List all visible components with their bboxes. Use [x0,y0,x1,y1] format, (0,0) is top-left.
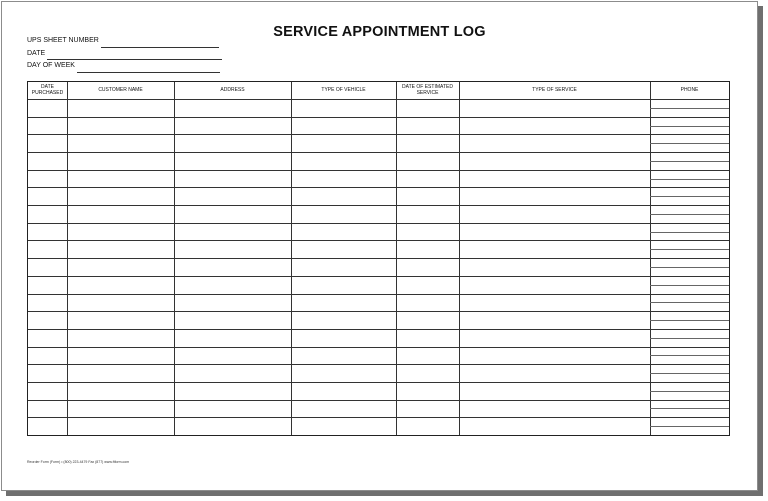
form-title: SERVICE APPOINTMENT LOG [273,24,486,40]
phone-subline [650,249,729,250]
col-header-date-purchased: DATE PURCHASED [31,84,64,96]
phone-subline [650,143,729,144]
table-row-line [28,417,729,418]
table-row-line [28,364,729,365]
table-row-line [28,329,729,330]
table-row-line [28,400,729,401]
phone-subline [650,426,729,427]
ups-sheet-number-label: UPS SHEET NUMBER [27,37,99,44]
table-row-line [28,134,729,135]
col-header-type-of-vehicle: TYPE OF VEHICLE [321,86,366,93]
phone-subline [650,126,729,127]
table-row-line [28,276,729,277]
col-header-phone: PHONE [680,86,699,93]
table-row-line [28,240,729,241]
table-row-line [28,382,729,383]
col-header-customer-name: CUSTOMER NAME [98,86,143,93]
table-row-line [28,187,729,188]
date-label: DATE [27,49,46,57]
phone-subline [650,214,729,215]
phone-subline [650,267,729,268]
ups-sheet-number-field [27,35,222,48]
table-row-line [28,205,729,206]
phone-subline [650,108,729,109]
day-of-week-label: DAY OF WEEK [27,62,75,69]
header-divider [28,99,729,100]
col-header-address: ADDRESS [220,86,245,93]
footer-reorder-info: Reorder Form (Form) • (800) 223-4479 Fax (877) www.ftform.com [27,460,130,464]
date-field [27,48,222,61]
table-row-line [28,152,729,153]
table-row-line [28,311,729,312]
day-of-week-line [77,64,220,73]
phone-subline [650,196,729,197]
table-row-line [28,117,729,118]
table-row-line [28,347,729,348]
phone-subline [650,232,729,233]
table-row-line [28,258,729,259]
header-fields [27,35,222,73]
col-header-date-estimated-service: DATE OF ESTIMATED SERVICE [402,84,453,96]
table-row-line [28,223,729,224]
phone-subline [650,302,729,303]
phone-subline [650,355,729,356]
phone-subline [650,161,729,162]
phone-subline [650,320,729,321]
phone-subline [650,408,729,409]
phone-subline [650,285,729,286]
col-header-type-of-service: TYPE OF SERVICE [532,86,577,93]
form-sheet [1,1,758,491]
phone-subline [650,373,729,374]
ups-sheet-number-line [101,39,219,48]
phone-subline [650,338,729,339]
phone-subline [650,179,729,180]
log-table [27,81,730,436]
table-row-line [28,294,729,295]
table-row-line [28,170,729,171]
phone-subline [650,391,729,392]
day-of-week-field [27,60,222,73]
date-line [47,51,222,60]
